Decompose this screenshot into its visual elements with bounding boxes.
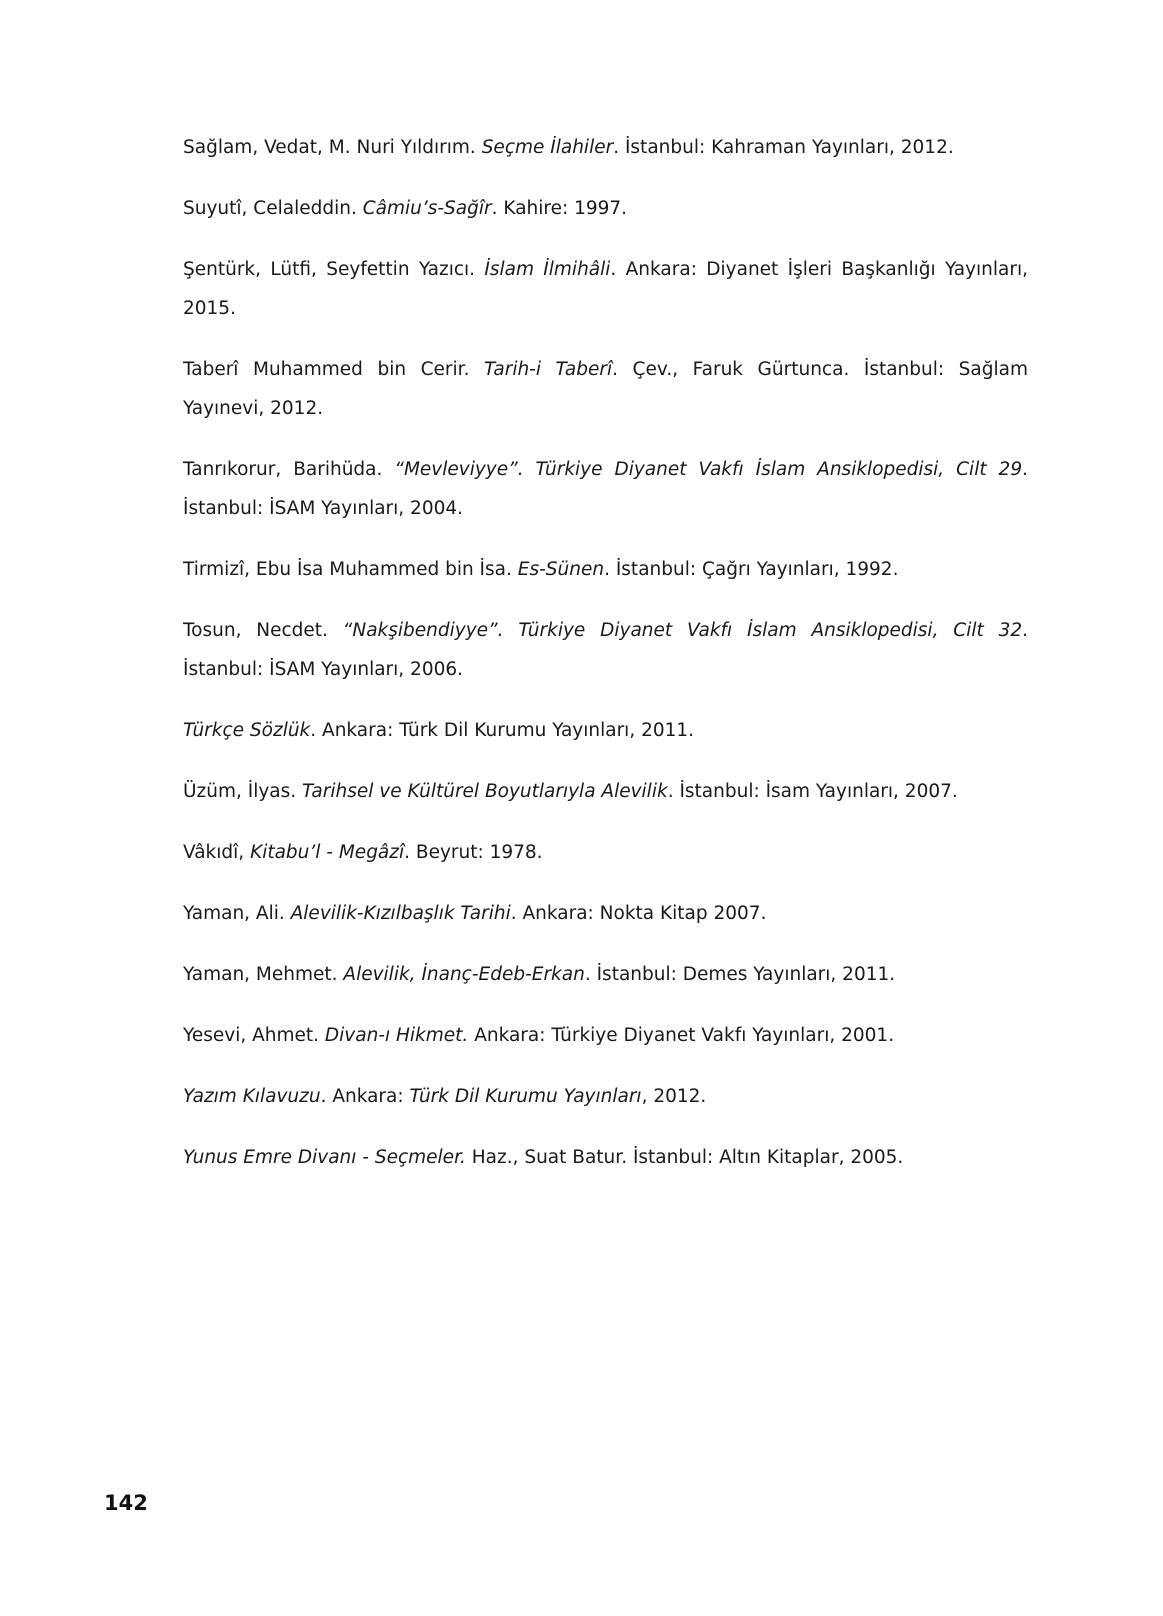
entry-text: Vâkıdî, <box>183 842 251 863</box>
entry-title-italic: İslam İlmihâli <box>484 259 611 280</box>
entry-title-italic: Kitabu’l - Megâzî <box>250 842 405 863</box>
entry-text: . Ankara: Diyanet İşleri Başkanlığı Yayınları, 2015. <box>183 259 1028 319</box>
entry-title-italic: Seçme İlahiler <box>481 137 614 158</box>
entry-title-italic: “Mevleviyye”. Türkiye Diyanet Vakfı İslam Ansiklopedisi, Cilt 29 <box>394 459 1023 480</box>
entry-text: Üzüm, İlyas. <box>183 781 303 802</box>
bibliography-entry <box>183 711 1028 750</box>
page-number: 142 <box>104 1491 148 1515</box>
entry-title-italic: Tarih-i Taberî <box>484 359 613 380</box>
entry-text: . İstanbul: Kahraman Yayınları, 2012. <box>613 137 954 158</box>
entry-text: Tanrıkorur, Barihüda. <box>183 459 395 480</box>
entry-title-italic: Es-Sünen <box>517 559 605 580</box>
entry-title-italic: Türk Dil Kurumu Yayınları <box>409 1086 642 1107</box>
entry-text: . İstanbul: İsam Yayınları, 2007. <box>667 781 958 802</box>
entry-text: Haz., Suat Batur. İstanbul: Altın Kitaplar, 2005. <box>465 1147 904 1168</box>
entry-text: . İstanbul: İSAM Yayınları, 2004. <box>183 459 1028 519</box>
entry-title-italic: Divan-ı Hikmet. <box>324 1025 469 1046</box>
bibliography-list <box>183 128 1028 1199</box>
entry-text: . Beyrut: 1978. <box>404 842 543 863</box>
entry-title-italic: Câmiu’s-Sağîr <box>362 198 492 219</box>
bibliography-entry <box>183 350 1028 428</box>
entry-title-italic: Alevilik, İnanç-Edeb-Erkan <box>343 964 585 985</box>
entry-title-italic: Alevilik-Kızılbaşlık Tarihi <box>290 903 511 924</box>
entry-text: Tirmizî, Ebu İsa Muhammed bin İsa. <box>183 559 518 580</box>
entry-title-italic: Tarihsel ve Kültürel Boyutlarıyla Alevilik <box>302 781 668 802</box>
bibliography-entry <box>183 1138 1028 1177</box>
entry-text: Şentürk, Lütfi, Seyfettin Yazıcı. <box>183 259 485 280</box>
bibliography-entry <box>183 250 1028 328</box>
bibliography-entry <box>183 450 1028 528</box>
bibliography-entry <box>183 550 1028 589</box>
entry-text: Yaman, Ali. <box>183 903 291 924</box>
bibliography-entry <box>183 611 1028 689</box>
bibliography-entry <box>183 1016 1028 1055</box>
entry-title-italic: “Nakşibendiyye”. Türkiye Diyanet Vakfı İslam Ansiklopedisi, Cilt 32 <box>342 620 1023 641</box>
entry-text: . İstanbul: Demes Yayınları, 2011. <box>584 964 896 985</box>
entry-title-italic: Yazım Kılavuzu <box>183 1086 321 1107</box>
entry-text: . İstanbul: Çağrı Yayınları, 1992. <box>604 559 899 580</box>
bibliography-entry <box>183 955 1028 994</box>
entry-title-italic: Yunus Emre Divanı - Seçmeler. <box>183 1147 466 1168</box>
entry-title-italic: Türkçe Sözlük <box>183 720 311 741</box>
entry-text: . Çev., Faruk Gürtunca. İstanbul: Sağlam Yayınevi, 2012. <box>183 359 1028 419</box>
bibliography-entry <box>183 772 1028 811</box>
entry-text: Sağlam, Vedat, M. Nuri Yıldırım. <box>183 137 482 158</box>
entry-text: Yesevi, Ahmet. <box>183 1025 325 1046</box>
entry-text: Suyutî, Celaleddin. <box>183 198 363 219</box>
bibliography-entry <box>183 1077 1028 1116</box>
entry-text: Ankara: Türkiye Diyanet Vakfı Yayınları, 2001. <box>468 1025 895 1046</box>
entry-text: . İstanbul: İSAM Yayınları, 2006. <box>183 620 1029 680</box>
entry-text: . Kahire: 1997. <box>491 198 628 219</box>
entry-text: Taberî Muhammed bin Cerir. <box>183 359 485 380</box>
entry-text: , 2012. <box>641 1086 707 1107</box>
bibliography-entry <box>183 833 1028 872</box>
entry-text: . Ankara: Türk Dil Kurumu Yayınları, 2011. <box>310 720 695 741</box>
entry-text: . Ankara: <box>320 1086 410 1107</box>
bibliography-entry <box>183 128 1028 167</box>
bibliography-entry <box>183 894 1028 933</box>
bibliography-entry <box>183 189 1028 228</box>
entry-text: . Ankara: Nokta Kitap 2007. <box>510 903 767 924</box>
entry-text: Tosun, Necdet. <box>183 620 343 641</box>
entry-text: Yaman, Mehmet. <box>183 964 344 985</box>
